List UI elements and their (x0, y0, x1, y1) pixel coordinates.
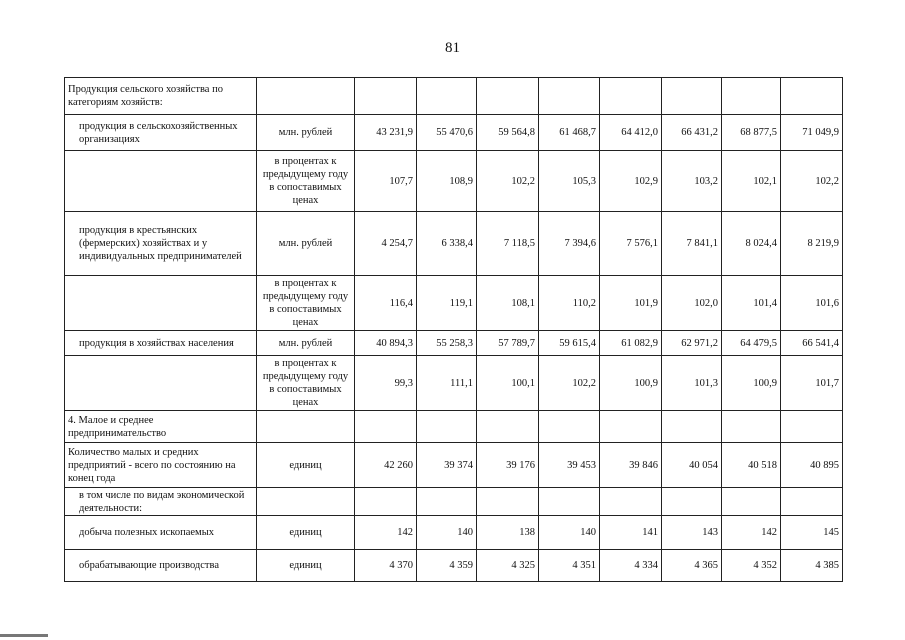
value-cell: 110,2 (539, 276, 600, 331)
value-cell (600, 488, 662, 516)
value-cell: 138 (477, 516, 539, 550)
value-cell: 103,2 (662, 151, 722, 212)
value-cell (722, 78, 781, 115)
value-cell: 119,1 (417, 276, 477, 331)
row-unit: единиц (257, 550, 355, 582)
value-cell: 101,3 (662, 356, 722, 411)
value-cell: 108,9 (417, 151, 477, 212)
value-cell: 7 118,5 (477, 212, 539, 276)
row-unit: единиц (257, 443, 355, 488)
value-cell: 64 412,0 (600, 115, 662, 151)
value-cell: 43 231,9 (355, 115, 417, 151)
value-cell: 102,2 (477, 151, 539, 212)
value-cell: 66 431,2 (662, 115, 722, 151)
value-cell: 140 (417, 516, 477, 550)
value-cell: 61 468,7 (539, 115, 600, 151)
value-cell (355, 78, 417, 115)
value-cell: 102,2 (781, 151, 843, 212)
row-unit (257, 488, 355, 516)
value-cell: 102,0 (662, 276, 722, 331)
value-cell (662, 488, 722, 516)
value-cell: 40 895 (781, 443, 843, 488)
value-cell (781, 78, 843, 115)
value-cell: 100,9 (722, 356, 781, 411)
value-cell: 102,2 (539, 356, 600, 411)
value-cell: 101,9 (600, 276, 662, 331)
value-cell: 66 541,4 (781, 331, 843, 356)
value-cell (477, 488, 539, 516)
value-cell: 143 (662, 516, 722, 550)
value-cell: 40 054 (662, 443, 722, 488)
value-cell: 39 176 (477, 443, 539, 488)
value-cell: 55 258,3 (417, 331, 477, 356)
value-cell (600, 78, 662, 115)
row-label: продукция в сельскохозяйственных организациях (65, 115, 257, 151)
value-cell: 4 254,7 (355, 212, 417, 276)
row-unit (257, 78, 355, 115)
value-cell: 7 841,1 (662, 212, 722, 276)
row-unit: в процентах к предыдущему году в сопоставимых ценах (257, 276, 355, 331)
value-cell (781, 488, 843, 516)
value-cell: 64 479,5 (722, 331, 781, 356)
value-cell: 140 (539, 516, 600, 550)
page-number: 81 (445, 40, 460, 56)
value-cell: 71 049,9 (781, 115, 843, 151)
value-cell: 101,6 (781, 276, 843, 331)
row-label: Продукция сельского хозяйства по категориям хозяйств: (65, 78, 257, 115)
value-cell: 102,9 (600, 151, 662, 212)
value-cell: 142 (722, 516, 781, 550)
value-cell: 40 518 (722, 443, 781, 488)
value-cell (477, 78, 539, 115)
table-row (65, 276, 843, 331)
table-row (65, 151, 843, 212)
value-cell (662, 78, 722, 115)
row-label: добыча полезных ископаемых (65, 516, 257, 550)
value-cell: 39 453 (539, 443, 600, 488)
row-unit: млн. рублей (257, 331, 355, 356)
row-label (65, 356, 257, 411)
value-cell (417, 411, 477, 443)
value-cell: 40 894,3 (355, 331, 417, 356)
row-label: продукция в хозяйствах населения (65, 331, 257, 356)
value-cell: 100,1 (477, 356, 539, 411)
value-cell: 108,1 (477, 276, 539, 331)
value-cell: 57 789,7 (477, 331, 539, 356)
row-unit: млн. рублей (257, 212, 355, 276)
value-cell: 101,4 (722, 276, 781, 331)
table-row (65, 443, 843, 488)
table-row (65, 550, 843, 582)
value-cell: 4 359 (417, 550, 477, 582)
value-cell (662, 411, 722, 443)
row-unit: в процентах к предыдущему году в сопоставимых ценах (257, 356, 355, 411)
value-cell (417, 488, 477, 516)
statistics-table (64, 77, 843, 582)
row-unit: единиц (257, 516, 355, 550)
value-cell (539, 411, 600, 443)
value-cell: 59 615,4 (539, 331, 600, 356)
value-cell: 4 352 (722, 550, 781, 582)
scan-artifact (0, 634, 48, 637)
row-unit: млн. рублей (257, 115, 355, 151)
table-row (65, 78, 843, 115)
value-cell (781, 411, 843, 443)
table-row (65, 356, 843, 411)
value-cell: 100,9 (600, 356, 662, 411)
row-unit: в процентах к предыдущему году в сопоставимых ценах (257, 151, 355, 212)
table-row (65, 212, 843, 276)
row-label: в том числе по видам экономической деятельности: (65, 488, 257, 516)
value-cell (600, 411, 662, 443)
value-cell: 4 370 (355, 550, 417, 582)
table-row (65, 331, 843, 356)
value-cell (355, 488, 417, 516)
row-label: Количество малых и средних предприятий - всего по состоянию на конец года (65, 443, 257, 488)
value-cell: 99,3 (355, 356, 417, 411)
value-cell (722, 488, 781, 516)
value-cell: 105,3 (539, 151, 600, 212)
value-cell: 4 365 (662, 550, 722, 582)
table-body (65, 78, 843, 582)
value-cell: 61 082,9 (600, 331, 662, 356)
value-cell: 8 219,9 (781, 212, 843, 276)
row-label (65, 276, 257, 331)
value-cell: 7 394,6 (539, 212, 600, 276)
value-cell: 4 351 (539, 550, 600, 582)
value-cell (722, 411, 781, 443)
table-row (65, 488, 843, 516)
value-cell (539, 78, 600, 115)
value-cell: 142 (355, 516, 417, 550)
value-cell: 141 (600, 516, 662, 550)
value-cell: 39 374 (417, 443, 477, 488)
value-cell: 6 338,4 (417, 212, 477, 276)
value-cell (417, 78, 477, 115)
value-cell: 59 564,8 (477, 115, 539, 151)
value-cell (477, 411, 539, 443)
value-cell: 102,1 (722, 151, 781, 212)
value-cell (539, 488, 600, 516)
value-cell: 4 385 (781, 550, 843, 582)
row-label: обрабатывающие производства (65, 550, 257, 582)
table-row (65, 411, 843, 443)
value-cell: 107,7 (355, 151, 417, 212)
value-cell: 62 971,2 (662, 331, 722, 356)
value-cell: 111,1 (417, 356, 477, 411)
table-row (65, 115, 843, 151)
value-cell: 4 334 (600, 550, 662, 582)
value-cell: 116,4 (355, 276, 417, 331)
row-label (65, 151, 257, 212)
table-row (65, 516, 843, 550)
value-cell: 68 877,5 (722, 115, 781, 151)
value-cell: 7 576,1 (600, 212, 662, 276)
value-cell: 8 024,4 (722, 212, 781, 276)
value-cell: 145 (781, 516, 843, 550)
value-cell: 39 846 (600, 443, 662, 488)
value-cell: 55 470,6 (417, 115, 477, 151)
row-unit (257, 411, 355, 443)
row-label: 4. Малое и среднее предпринимательство (65, 411, 257, 443)
value-cell: 42 260 (355, 443, 417, 488)
value-cell: 101,7 (781, 356, 843, 411)
value-cell (355, 411, 417, 443)
value-cell: 4 325 (477, 550, 539, 582)
row-label: продукция в крестьянских (фермерских) хозяйствах и у индивидуальных предпринимателей (65, 212, 257, 276)
